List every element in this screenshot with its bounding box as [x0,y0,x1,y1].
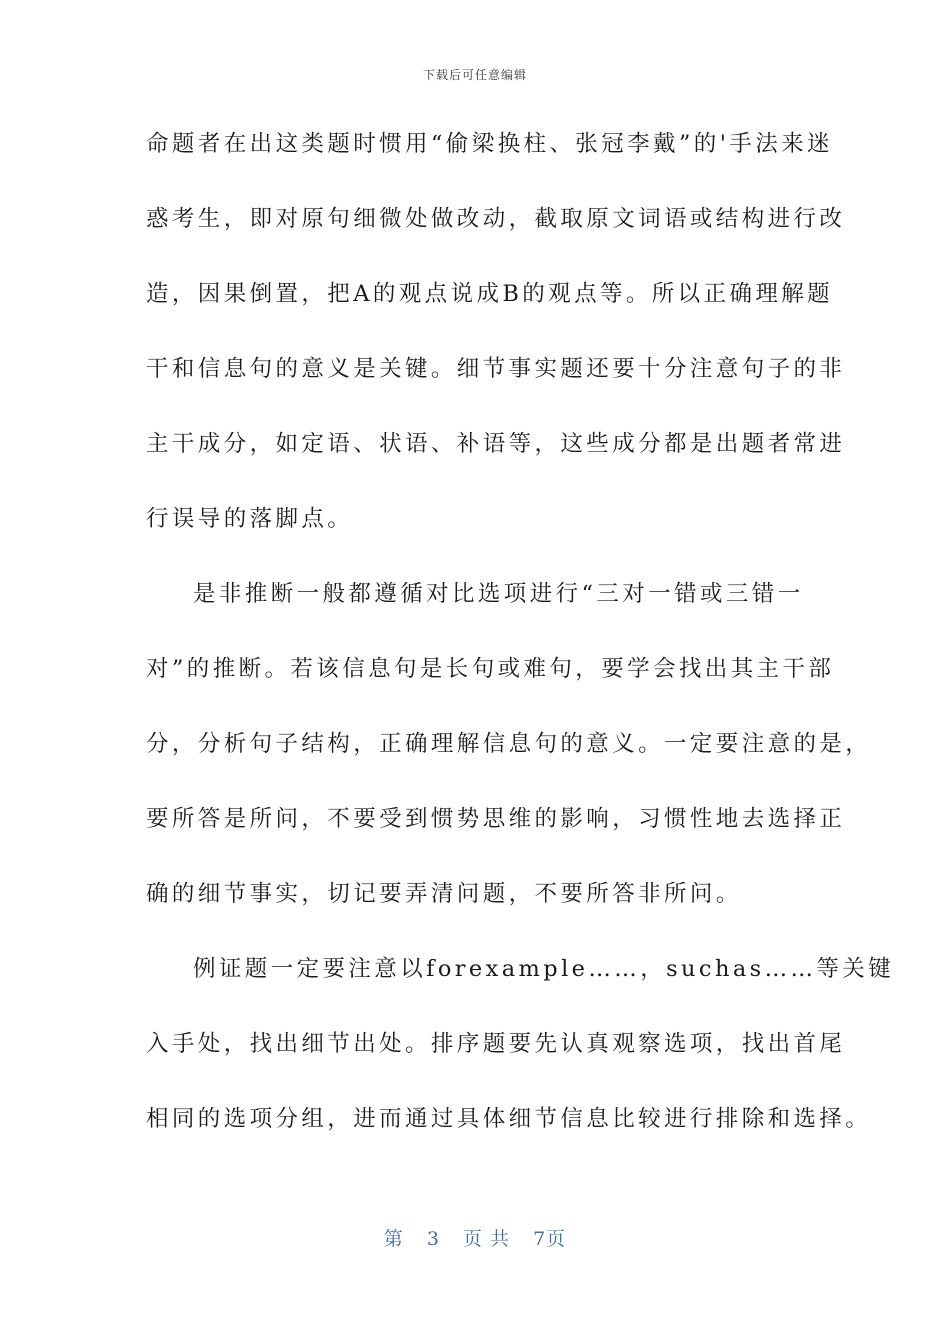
body-line: 干和信息句的意义是关键。细节事实题还要十分注意句子的非 [146,356,846,382]
body-line: 惑考生，即对原句细微处做改动，截取原文词语或结构进行改 [146,206,846,232]
footer-middle: 页 共 [463,1228,511,1250]
paragraph-start-line: 例证题一定要注意以forexample……，suchas……等关键 [193,956,895,982]
body-line: 分，分析句子结构，正确理解信息句的意义。一定要注意的是， [146,731,872,757]
footer-total-pages: 7页 [533,1228,567,1250]
body-line: 相同的选项分组，进而通过具体细节信息比较进行排除和选择。 [146,1106,872,1132]
body-line: 确的细节事实，切记要弄清问题，不要所答非所问。 [146,881,742,907]
footer-prefix: 第 [383,1228,404,1250]
body-line: 行误导的落脚点。 [146,506,354,532]
page-header: 下载后可任意编辑 [422,68,527,82]
body-line: 主干成分，如定语、状语、补语等，这些成分都是出题者常进 [146,431,846,457]
page-footer [0,1224,950,1251]
body-line: 造，因果倒置，把A的观点说成B的观点等。所以正确理解题 [146,281,834,307]
paragraph-start-line: 是非推断一般都遵循对比选项进行“三对一错或三错一 [193,581,804,607]
document-body [146,118,895,1168]
body-line: 入手处，找出细节出处。排序题要先认真观察选项，找出首尾 [146,1031,846,1057]
body-line: 要所答是所问，不要受到惯势思维的影响，习惯性地去选择正 [146,806,846,832]
body-line: 对”的推断。若该信息句是长句或难句，要学会找出其主干部 [146,656,835,682]
body-line: 命题者在出这类题时惯用“偷梁换柱、张冠李戴”的'手法来迷 [146,131,833,157]
footer-page-number: 3 [426,1228,440,1250]
